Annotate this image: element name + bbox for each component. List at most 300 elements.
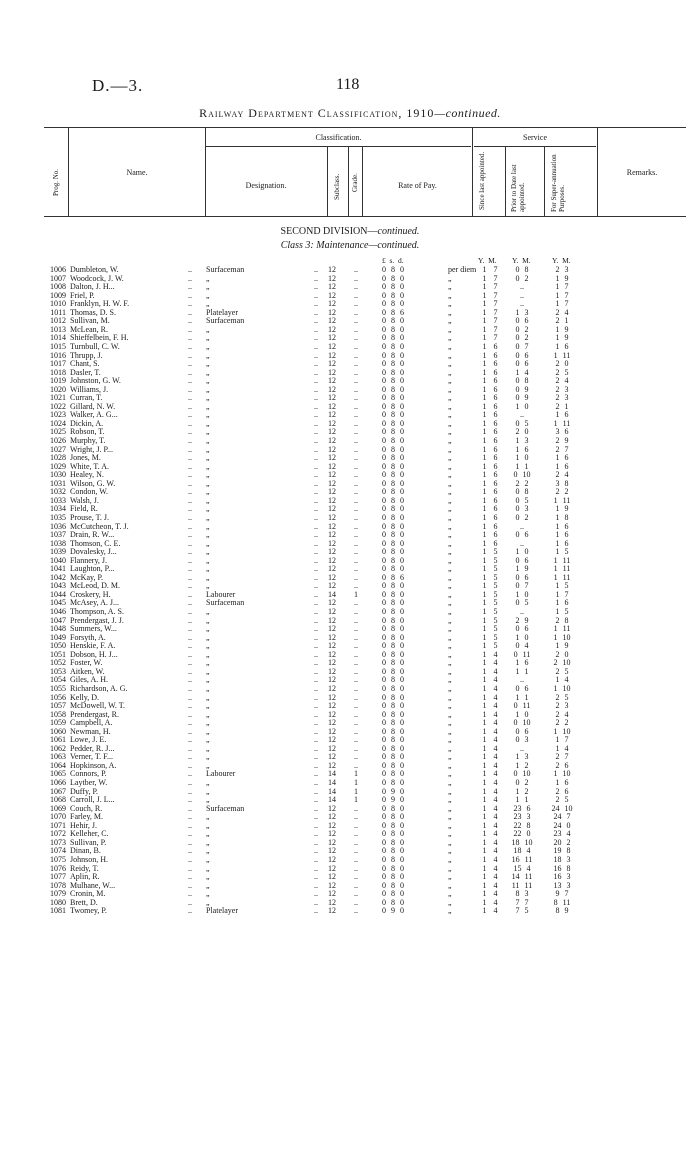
prior-cell: 0 5	[515, 495, 529, 505]
designation-cell: „	[206, 401, 210, 411]
rate-cell: 0 8 0	[382, 547, 404, 557]
rate-unit-cell: „	[448, 735, 452, 745]
division-text: SECOND DIVISION—	[280, 226, 378, 237]
name-leader: ..	[188, 453, 192, 463]
super-cell: 2 6	[555, 786, 569, 796]
prog-no-cell: 1030	[50, 470, 66, 480]
prior-cell: 0 6	[515, 350, 529, 360]
classification-heading: Classification.	[315, 133, 362, 142]
since-last-cell: 1 4	[482, 778, 498, 787]
prog-no-cell: 1072	[50, 829, 66, 839]
grade-cell: ..	[354, 265, 358, 274]
prog-no-cell: 1048	[50, 624, 66, 634]
rate-cell: 0 8 0	[382, 607, 404, 616]
class-heading: Class 3: Maintenance—continued.	[280, 240, 420, 251]
designation-cell: „	[206, 461, 210, 471]
since-last-cell: 1 7	[482, 265, 498, 274]
name-leader: ..	[188, 547, 192, 557]
grade-cell: ..	[354, 376, 358, 386]
prog-no-cell: 1008	[50, 282, 66, 292]
designation-leader: ..	[314, 735, 318, 745]
name-cell: Prendergast, J. J.	[70, 615, 124, 625]
since-last-cell: 1 4	[482, 837, 498, 847]
prog-no-cell: 1046	[50, 607, 66, 616]
since-last-cell: 1 4	[482, 795, 498, 805]
designation-cell: „	[206, 495, 210, 505]
rate-unit-cell: „	[448, 743, 452, 753]
subclass-cell: 12	[328, 410, 336, 420]
rate-cell: 0 8 0	[382, 376, 404, 386]
since-units: Y. M.	[478, 256, 497, 265]
name-leader: ..	[188, 444, 192, 454]
prog-no-cell: 1069	[50, 803, 66, 813]
super-cell: 2 5	[555, 795, 569, 805]
grade-cell: ..	[354, 649, 358, 659]
name-leader: ..	[188, 666, 192, 676]
grade-cell: ..	[354, 837, 358, 847]
name-cell: Carroll, J. L...	[70, 795, 115, 805]
table-row	[0, 343, 700, 352]
super-cell: 1 9	[555, 324, 569, 334]
designation-leader: ..	[314, 743, 318, 753]
subclass-cell: 12	[328, 752, 336, 762]
since-last-cell: 1 4	[482, 854, 498, 864]
subclass-cell: 12	[328, 718, 336, 728]
prog-no-cell: 1066	[50, 778, 66, 787]
prior-cell: 1 1	[515, 461, 529, 471]
prog-no-cell: 1013	[50, 324, 66, 334]
prior-cell: 2 2	[515, 478, 529, 488]
prog-no-cell: 1062	[50, 743, 66, 753]
rate-cell: 0 8 0	[382, 290, 404, 300]
name-cell: Couch, R.	[70, 803, 103, 813]
designation-leader: ..	[314, 307, 318, 317]
name-leader: ..	[188, 401, 192, 411]
name-cell: Walsh, J.	[70, 495, 99, 505]
subclass-cell: 14	[328, 778, 336, 787]
name-cell: Hehir, J.	[70, 820, 98, 830]
designation-cell: „	[206, 726, 210, 736]
prog-no-cell: 1017	[50, 359, 66, 369]
grade-cell: ..	[354, 282, 358, 292]
name-cell: Prendergast, R.	[70, 709, 119, 719]
name-leader: ..	[188, 752, 192, 762]
since-last-cell: 1 5	[482, 572, 498, 582]
table-row	[0, 651, 700, 660]
designation-cell: „	[206, 632, 210, 642]
rate-cell: 0 8 0	[382, 837, 404, 847]
subclass-cell: 12	[328, 880, 336, 890]
rate-unit-cell: „	[448, 872, 452, 882]
rate-cell: 0 8 0	[382, 701, 404, 711]
subclass-cell: 12	[328, 726, 336, 736]
prog-no-cell: 1071	[50, 820, 66, 830]
super-cell: 24 7	[553, 812, 571, 822]
rate-cell: 0 8 6	[382, 572, 404, 582]
rate-unit-cell: „	[448, 854, 452, 864]
super-cell: 1 11	[553, 350, 571, 360]
designation-leader: ..	[314, 778, 318, 787]
super-cell: 2 3	[555, 265, 569, 274]
rate-cell: 0 8 0	[382, 333, 404, 343]
name-leader: ..	[188, 393, 192, 403]
name-leader: ..	[188, 581, 192, 591]
prior-cell: 0 4	[515, 641, 529, 651]
prog-no-cell: 1054	[50, 675, 66, 685]
designation-leader: ..	[314, 624, 318, 634]
name-cell: McDowell, W. T.	[70, 701, 126, 711]
rate-unit-cell: „	[448, 564, 452, 574]
prior-cell: 1 4	[515, 367, 529, 377]
designation-cell: „	[206, 436, 210, 445]
designation-leader: ..	[314, 316, 318, 326]
designation-cell: „	[206, 341, 210, 351]
rate-unit-cell: „	[448, 829, 452, 839]
rate-cell: 0 9 0	[382, 906, 404, 916]
super-cell: 1 6	[555, 453, 569, 463]
subclass-cell: 12	[328, 393, 336, 403]
table-row	[0, 411, 700, 420]
prior-cell: 0 3	[515, 735, 529, 745]
prog-no-cell: 1010	[50, 299, 66, 309]
name-leader: ..	[188, 299, 192, 309]
rate-cell: 0 8 0	[382, 504, 404, 514]
designation-cell: „	[206, 282, 210, 292]
prog-no-cell: 1007	[50, 273, 66, 283]
name-leader: ..	[188, 504, 192, 514]
super-cell: 1 6	[555, 778, 569, 787]
rate-unit-cell: „	[448, 410, 452, 420]
prog-no-cell: 1076	[50, 863, 66, 873]
prior-cell: 1 1	[515, 795, 529, 805]
rate-cell: 0 8 0	[382, 282, 404, 292]
super-cell: 1 9	[555, 333, 569, 343]
super-cell: 2 4	[555, 307, 569, 317]
rate-unit-cell: „	[448, 478, 452, 488]
grade-cell: ..	[354, 418, 358, 428]
name-leader: ..	[188, 265, 192, 274]
subclass-cell: 12	[328, 530, 336, 540]
since-last-cell: 1 5	[482, 624, 498, 634]
table-row	[0, 386, 700, 395]
since-last-cell: 1 5	[482, 607, 498, 616]
name-leader: ..	[188, 384, 192, 394]
prog-no-cell: 1018	[50, 367, 66, 377]
subclass-cell: 12	[328, 367, 336, 377]
prior-cell: 0 6	[515, 316, 529, 326]
since-last-cell: 1 7	[482, 273, 498, 283]
name-cell: Dalton, J. H...	[70, 282, 115, 292]
since-last-cell: 1 5	[482, 641, 498, 651]
designation-cell: „	[206, 333, 210, 343]
subclass-cell: 12	[328, 547, 336, 557]
name-cell: Dickin, A.	[70, 418, 104, 428]
grade-cell: ..	[354, 607, 358, 616]
super-cell: 1 8	[555, 512, 569, 522]
prog-no-cell: 1057	[50, 701, 66, 711]
since-last-cell: 1 6	[482, 453, 498, 463]
prior-cell: 23 3	[513, 812, 531, 822]
since-last-cell: 1 5	[482, 547, 498, 557]
grade-cell: ..	[354, 427, 358, 437]
grade-cell: ..	[354, 829, 358, 839]
name-cell: McAsey, A. J...	[70, 598, 120, 608]
rate-unit-cell: „	[448, 752, 452, 762]
since-last-cell: 1 4	[482, 846, 498, 856]
subclass-cell: 12	[328, 470, 336, 480]
grade-cell: ..	[354, 470, 358, 480]
designation-leader: ..	[314, 521, 318, 531]
prog-no-cell: 1022	[50, 401, 66, 411]
designation-leader: ..	[314, 547, 318, 557]
page-title	[0, 106, 700, 121]
table-row	[0, 865, 700, 874]
name-cell: Pedder, R. J...	[70, 743, 115, 753]
super-cell: 1 11	[553, 564, 571, 574]
super-cell: 24 0	[553, 820, 571, 830]
rate-unit-cell: „	[448, 401, 452, 411]
prior-cell: 1 0	[515, 589, 529, 599]
prior-cell: 0 10	[513, 718, 531, 728]
rate-unit-cell: „	[448, 778, 452, 787]
name-leader: ..	[188, 820, 192, 830]
designation-cell: „	[206, 718, 210, 728]
rate-cell: 0 8 0	[382, 735, 404, 745]
grade-cell: ..	[354, 461, 358, 471]
prog-no-cell: 1081	[50, 906, 66, 916]
classification-subrule	[206, 146, 471, 147]
name-leader: ..	[188, 760, 192, 770]
subclass-cell: 12	[328, 436, 336, 445]
since-last-cell: 1 6	[482, 410, 498, 420]
prior-cell: 0 9	[515, 384, 529, 394]
designation-cell: „	[206, 701, 210, 711]
designation-leader: ..	[314, 350, 318, 360]
subclass-cell: 12	[328, 273, 336, 283]
prog-no-cell: 1053	[50, 666, 66, 676]
rate-cell: 0 8 0	[382, 769, 404, 779]
prog-no-cell: 1058	[50, 709, 66, 719]
prior-cell: 0 2	[515, 333, 529, 343]
prog-no-cell: 1025	[50, 427, 66, 437]
rate-cell: 0 8 0	[382, 812, 404, 822]
designation-cell: „	[206, 384, 210, 394]
table-row	[0, 420, 700, 429]
designation-leader: ..	[314, 410, 318, 420]
prior-cell: ..	[520, 538, 524, 548]
grade-cell: 1	[354, 589, 358, 599]
title-continued: —continued.	[434, 106, 501, 120]
rate-cell: 0 8 0	[382, 316, 404, 326]
super-cell: 2 4	[555, 376, 569, 386]
since-last-cell: 1 6	[482, 384, 498, 394]
table-row	[0, 907, 700, 916]
subclass-cell: 12	[328, 384, 336, 394]
super-cell: 1 5	[555, 581, 569, 591]
rate-cell: 0 8 0	[382, 555, 404, 565]
designation-cell: „	[206, 572, 210, 582]
prog-no-cell: 1052	[50, 658, 66, 668]
rate-cell: 0 8 0	[382, 752, 404, 762]
rate-cell: 0 8 0	[382, 726, 404, 736]
designation-cell: „	[206, 649, 210, 659]
designation-leader: ..	[314, 769, 318, 779]
prior-cell: ..	[520, 299, 524, 309]
name-cell: Laytber, W.	[70, 778, 108, 787]
grade-cell: ..	[354, 324, 358, 334]
grade-cell: ..	[354, 906, 358, 916]
rate-unit-cell: „	[448, 701, 452, 711]
grade-cell: ..	[354, 666, 358, 676]
grade-cell: ..	[354, 444, 358, 454]
divider-subclass	[348, 147, 349, 217]
super-cell: 2 3	[555, 393, 569, 403]
designation-leader: ..	[314, 512, 318, 522]
prog-no-cell: 1024	[50, 418, 66, 428]
grade-cell: ..	[354, 572, 358, 582]
table-row	[0, 890, 700, 899]
super-cell: 9 7	[555, 889, 569, 899]
rate-unit-cell: „	[448, 598, 452, 608]
name-leader: ..	[188, 624, 192, 634]
since-last-cell: 1 4	[482, 769, 498, 779]
table-row	[0, 796, 700, 805]
subclass-cell: 12	[328, 837, 336, 847]
grade-cell: ..	[354, 735, 358, 745]
prog-no-cell: 1079	[50, 889, 66, 899]
designation-cell: „	[206, 692, 210, 702]
since-last-cell: 1 6	[482, 521, 498, 531]
designation-leader: ..	[314, 418, 318, 428]
designation-cell: „	[206, 795, 210, 805]
super-cell: 24 10	[551, 803, 573, 813]
rate-cell: 0 8 0	[382, 581, 404, 591]
designation-cell: „	[206, 675, 210, 685]
title-main: Railway Department Classification, 1910	[199, 106, 435, 120]
super-cell: 1 7	[555, 282, 569, 292]
rate-cell: 0 8 0	[382, 683, 404, 693]
designation-cell: „	[206, 324, 210, 334]
designation-leader: ..	[314, 632, 318, 642]
grade-cell: ..	[354, 436, 358, 445]
table-row	[0, 882, 700, 891]
designation-cell: „	[206, 829, 210, 839]
name-cell: Mulhane, W...	[70, 880, 116, 890]
name-cell: Forsyth, A.	[70, 632, 106, 642]
rate-cell: 0 8 0	[382, 889, 404, 899]
table-row	[0, 839, 700, 848]
rate-cell: 0 9 0	[382, 786, 404, 796]
since-last-cell: 1 4	[482, 880, 498, 890]
since-last-cell: 1 4	[482, 803, 498, 813]
prog-no-cell: 1063	[50, 752, 66, 762]
table-row	[0, 659, 700, 668]
prog-no-cell: 1067	[50, 786, 66, 796]
prog-no-cell: 1051	[50, 649, 66, 659]
grade-cell: ..	[354, 521, 358, 531]
rate-cell: 0 8 0	[382, 359, 404, 369]
super-cell: 16 8	[553, 863, 571, 873]
grade-cell: ..	[354, 410, 358, 420]
name-cell: Wright, J. P...	[70, 444, 114, 454]
rate-unit-cell: „	[448, 692, 452, 702]
designation-cell: „	[206, 564, 210, 574]
since-last-cell: 1 4	[482, 666, 498, 676]
name-leader: ..	[188, 538, 192, 548]
prior-cell: 1 0	[515, 632, 529, 642]
designation-cell: „	[206, 812, 210, 822]
since-last-cell: 1 6	[482, 495, 498, 505]
grade-cell: ..	[354, 512, 358, 522]
name-cell: Campbell, A.	[70, 718, 113, 728]
since-last-cell: 1 6	[482, 487, 498, 497]
super-cell: 1 9	[555, 641, 569, 651]
name-leader: ..	[188, 692, 192, 702]
designation-cell: „	[206, 410, 210, 420]
super-cell: 1 6	[555, 461, 569, 471]
prior-cell: 1 0	[515, 547, 529, 557]
name-cell: Laughton, P...	[70, 564, 115, 574]
since-last-cell: 1 4	[482, 692, 498, 702]
name-leader: ..	[188, 521, 192, 531]
since-last-cell: 1 5	[482, 555, 498, 565]
rate-unit-cell: „	[448, 316, 452, 326]
subclass-cell: 12	[328, 692, 336, 702]
since-last-cell: 1 6	[482, 538, 498, 548]
subclass-cell: 12	[328, 282, 336, 292]
super-cell: 2 8	[555, 615, 569, 625]
grade-cell: ..	[354, 504, 358, 514]
name-cell: Sullivan, P.	[70, 837, 107, 847]
designation-leader: ..	[314, 581, 318, 591]
name-cell: McKay, P.	[70, 572, 104, 582]
name-cell: Twomey, P.	[70, 906, 107, 916]
prog-no-cell: 1042	[50, 572, 66, 582]
designation-cell: „	[206, 820, 210, 830]
grade-cell: ..	[354, 820, 358, 830]
grade-cell: ..	[354, 752, 358, 762]
subclass-cell: 12	[328, 478, 336, 488]
designation-leader: ..	[314, 487, 318, 497]
name-heading: Name.	[126, 168, 148, 177]
super-text: For Super-annuation Purposes.	[550, 154, 566, 212]
since-last-cell: 1 4	[482, 889, 498, 899]
subclass-cell: 12	[328, 683, 336, 693]
name-leader: ..	[188, 837, 192, 847]
designation-cell: „	[206, 760, 210, 770]
designation-cell: „	[206, 367, 210, 377]
designation-leader: ..	[314, 495, 318, 505]
name-cell: Cronin, M.	[70, 889, 106, 899]
rate-cell: 0 8 0	[382, 709, 404, 719]
name-leader: ..	[188, 564, 192, 574]
subclass-cell: 12	[328, 607, 336, 616]
designation-leader: ..	[314, 589, 318, 599]
name-cell: Gillard, N. W.	[70, 401, 116, 411]
table-row	[0, 565, 700, 574]
since-last-cell: 1 4	[482, 675, 498, 685]
name-cell: Dobson, H. J...	[70, 649, 118, 659]
name-leader: ..	[188, 846, 192, 856]
document-reference: D.—3.	[92, 76, 144, 95]
designation-cell: „	[206, 666, 210, 676]
prior-cell: 0 10	[513, 769, 531, 779]
designation-cell: „	[206, 880, 210, 890]
designation-cell: Labourer	[206, 589, 236, 599]
grade-cell: ..	[354, 393, 358, 403]
prior-cell: 1 3	[515, 307, 529, 317]
designation-cell: Surfaceman	[206, 598, 245, 608]
